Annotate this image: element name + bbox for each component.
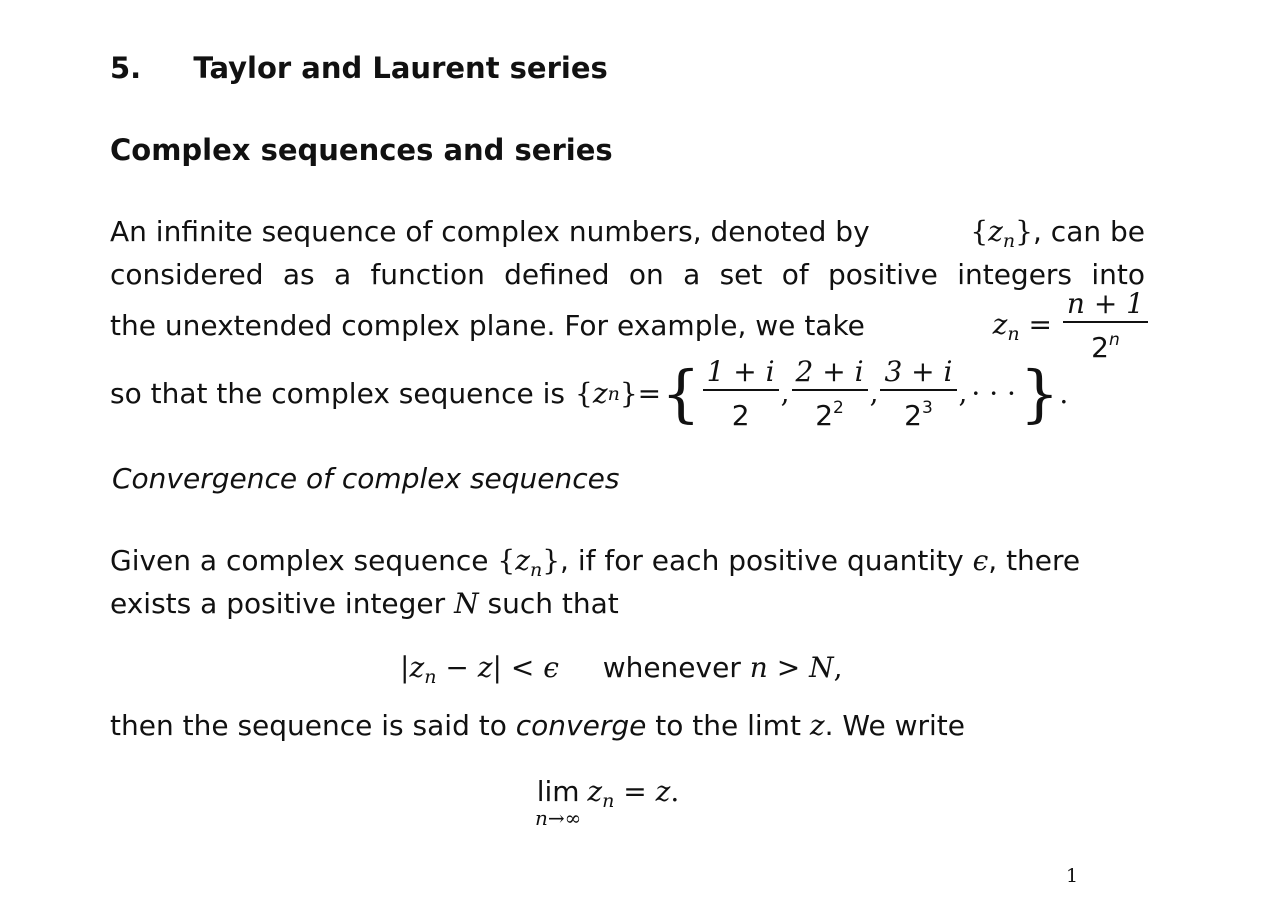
sequence-terms: $\frac{1 + i}{2}$ , $\frac{2 + i}{2^2}$ , $\frac{3 + i}{2^3}$ , <box>701 356 968 432</box>
para1-line3-text: the unextended complex plane. For example, we take <box>110 309 865 342</box>
subsection-heading: Complex sequences and series <box>110 133 613 167</box>
para1-line3 <box>110 287 1150 364</box>
para1-line4-text: so that the complex sequence is <box>110 377 565 410</box>
para1-line1 <box>110 215 1145 258</box>
section-title: Taylor and Laurent series <box>193 51 608 85</box>
page-number: 1 <box>1066 865 1079 887</box>
para1-line1-text: An infinite sequence of complex numbers, denoted by <box>110 215 870 248</box>
convergence-heading: Convergence of complex sequences <box>112 462 620 495</box>
converge-emph: converge <box>515 709 647 742</box>
conv-line1 <box>110 544 1145 587</box>
section-number: 5. <box>110 51 142 85</box>
para1-line2: considered as a function defined on a set of positive integers into <box>110 258 1145 291</box>
conv-line2: exists a positive integer N such that <box>110 587 619 620</box>
sequence-term: $\frac{1 + i}{2}$ <box>703 356 779 432</box>
right-brace: } <box>1019 357 1060 430</box>
sequence-ellipsis: · · · <box>971 377 1016 410</box>
zn-fraction-numerator: n + 1 <box>1063 288 1148 323</box>
sequence-term: $\frac{2 + i}{2^2}$ <box>792 356 868 432</box>
whenever-word: whenever <box>602 651 741 684</box>
zn-fraction: $\frac{n + 1}{2^n}$ <box>1063 288 1148 364</box>
lim-word: lim <box>536 775 580 808</box>
sequence-term: $\frac{3 + i}{2^3}$ <box>880 356 956 432</box>
conv-line1-a: Given a complex sequence $\{z_n\}$, if for each positive quantity ϵ, there <box>110 544 1081 581</box>
left-brace: { <box>661 357 701 430</box>
display-condition: $|z_n - z| < \epsilon$ whenever n > N, <box>400 651 843 688</box>
para1-line4: so that the complex sequence is { z n } = { $\frac{1 + i}{2}$ , $\frac{2 + i}{2^2}$ , $\frac{3 + i}{2^3}$ , · · · } . <box>110 355 1069 432</box>
para1-line1-math: $\{z_n\}$, can be <box>970 215 1145 252</box>
zn-definition: $z_n$ = $\frac{n + 1}{2^n}$ <box>993 288 1150 364</box>
lim-subscript: n→∞ <box>535 806 582 830</box>
limit-display: lim n→∞ $z_n = z$. <box>535 775 680 830</box>
section-heading <box>110 51 608 85</box>
conv-line3: then the sequence is said to converge to the limt z. We write <box>110 709 965 742</box>
